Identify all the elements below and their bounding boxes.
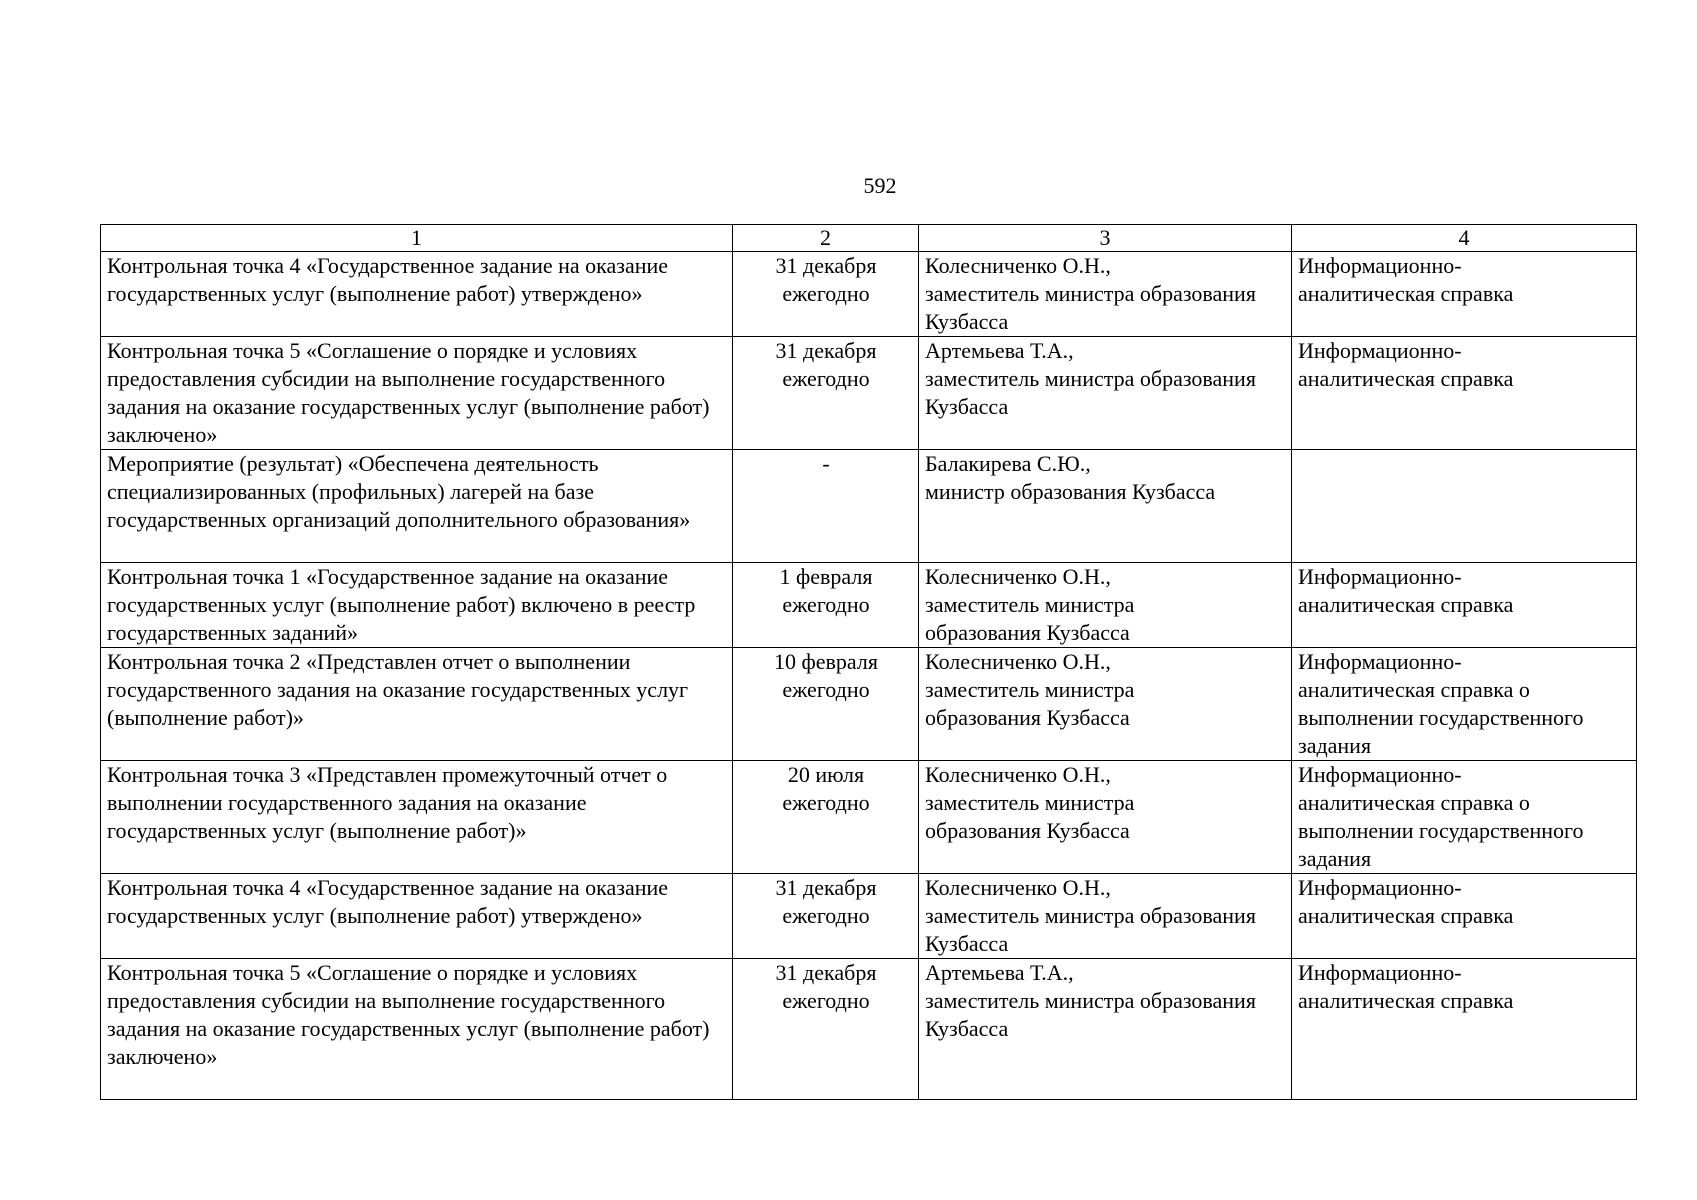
document-cell	[1292, 450, 1637, 563]
date-cell: 31 декабря ежегодно	[733, 874, 919, 959]
table-row	[101, 959, 1637, 1100]
page-number: 592	[863, 173, 897, 198]
header-cell-3: 3	[919, 225, 1292, 252]
table-row	[101, 761, 1637, 874]
table-header-row	[101, 225, 1637, 252]
control-points-table	[100, 224, 1637, 1100]
date-cell: 20 июля ежегодно	[733, 761, 919, 874]
header-cell-2: 2	[733, 225, 919, 252]
date-cell: 31 декабря ежегодно	[733, 959, 919, 1100]
header-cell-1: 1	[101, 225, 733, 252]
document-cell: Информационно- аналитическая справка	[1292, 959, 1637, 1100]
event-cell: Контрольная точка 2 «Представлен отчет о выполнении государственного задания на оказание государственных услуг (выполнение работ)»	[101, 648, 733, 761]
table-row	[101, 563, 1637, 648]
responsible-cell: Колесниченко О.Н., заместитель министра образования Кузбасса	[919, 648, 1292, 761]
document-cell: Информационно- аналитическая справка	[1292, 252, 1637, 337]
document-cell: Информационно- аналитическая справка о выполнении государственного задания	[1292, 761, 1637, 874]
date-cell: 1 февраля ежегодно	[733, 563, 919, 648]
responsible-cell: Колесниченко О.Н., заместитель министра образования Кузбасса	[919, 874, 1292, 959]
table-row	[101, 874, 1637, 959]
event-cell: Контрольная точка 4 «Государственное задание на оказание государственных услуг (выполнение работ) утверждено»	[101, 252, 733, 337]
event-cell: Контрольная точка 4 «Государственное задание на оказание государственных услуг (выполнение работ) утверждено»	[101, 874, 733, 959]
document-cell: Информационно- аналитическая справка	[1292, 337, 1637, 450]
event-cell: Мероприятие (результат) «Обеспечена деятельность специализированных (профильных) лагерей на базе государственных организаций дополнительного образования»	[101, 450, 733, 563]
header-cell-4: 4	[1292, 225, 1637, 252]
event-cell: Контрольная точка 3 «Представлен промежуточный отчет о выполнении государственного задания на оказание государственных услуг (выполнение работ)»	[101, 761, 733, 874]
event-cell: Контрольная точка 5 «Соглашение о порядке и условиях предоставления субсидии на выполнение государственного задания на оказание государственных услуг (выполнение работ) заключено»	[101, 337, 733, 450]
table-row	[101, 450, 1637, 563]
responsible-cell: Артемьева Т.А., заместитель министра образования Кузбасса	[919, 959, 1292, 1100]
event-cell: Контрольная точка 5 «Соглашение о порядке и условиях предоставления субсидии на выполнение государственного задания на оказание государственных услуг (выполнение работ) заключено»	[101, 959, 733, 1100]
document-cell: Информационно- аналитическая справка	[1292, 563, 1637, 648]
document-cell: Информационно- аналитическая справка о выполнении государственного задания	[1292, 648, 1637, 761]
responsible-cell: Колесниченко О.Н., заместитель министра образования Кузбасса	[919, 761, 1292, 874]
table-row	[101, 337, 1637, 450]
responsible-cell: Артемьева Т.А., заместитель министра образования Кузбасса	[919, 337, 1292, 450]
table-row	[101, 252, 1637, 337]
date-cell: -	[733, 450, 919, 563]
responsible-cell: Колесниченко О.Н., заместитель министра образования Кузбасса	[919, 252, 1292, 337]
responsible-cell: Колесниченко О.Н., заместитель министра образования Кузбасса	[919, 563, 1292, 648]
date-cell: 31 декабря ежегодно	[733, 252, 919, 337]
date-cell: 31 декабря ежегодно	[733, 337, 919, 450]
date-cell: 10 февраля ежегодно	[733, 648, 919, 761]
responsible-cell: Балакирева С.Ю., министр образования Кузбасса	[919, 450, 1292, 563]
document-cell: Информационно- аналитическая справка	[1292, 874, 1637, 959]
event-cell: Контрольная точка 1 «Государственное задание на оказание государственных услуг (выполнение работ) включено в реестр государственных заданий»	[101, 563, 733, 648]
table-row	[101, 648, 1637, 761]
